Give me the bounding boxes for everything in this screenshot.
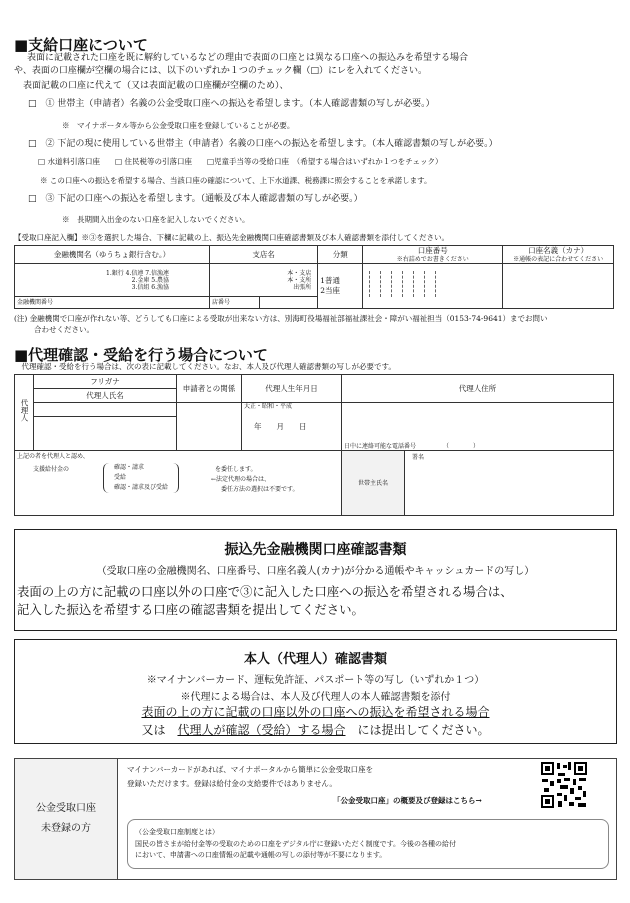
header-bank: 金融機関名（ゆうちょ銀行含む。） (15, 246, 210, 264)
para-line: や、表面の口座欄が空欄の場合には、以下のいずれか１つのチェック欄（□）にレを入れてください。 (14, 66, 428, 76)
agent-table (14, 374, 614, 516)
id-doc-box (14, 639, 617, 744)
option-3-note: ※ 長期間入出金のない口座を記入しないでください。 (62, 215, 250, 224)
table-caption: 【受取口座記入欄】※③を選択した場合、下欄に記載の上、振込先金融機関口座確認書類及び本人確認書類を添付してください。 (14, 233, 449, 242)
appointment-cell: 上記の者を代理人と認め、 支援給付金の 確認・請求 受給 確認・請求及び受給 を委任します。 ←法定代理の場合は、 委任方法の選択は不要です。 (15, 451, 342, 516)
footnote-cont: 合わせください。 (34, 325, 94, 334)
dob-label: 代理人生年月日 (242, 375, 342, 403)
register-link[interactable]: 「公金受取口座」の概要及び登録はこちら→ (333, 796, 482, 805)
option-2-sub-checkboxes[interactable]: □ 水道料引落口座 □ 住民税等の引落口座 □児童手当等の受給口座 （希望する場合はいずれか１つをチェック） (38, 157, 443, 166)
definition-line-1: 国民の皆さまが給付金等の受取のための口座をデジタル庁に登録いただく制度です。今後の各種の給付 (135, 840, 457, 848)
para-line: 表面に記載された口座を既に解約しているなどの理由で表面の口座とは異なる口座への振込みを希望する場合 (18, 53, 469, 63)
mynaportal-text-1: マイナンバーカードがあれば、マイナポータルから簡単に公金受取口座を (127, 765, 374, 774)
option-1-note: ※ マイナポータル等から公金受取口座を登録していることが必要。 (62, 121, 295, 130)
address-label: 代理人住所 (342, 375, 614, 403)
bank-code-input[interactable]: 金融機関番号 (15, 296, 210, 308)
branch-code-input[interactable] (260, 296, 318, 308)
definition-line-2: において、申請書への口座情報の記載や通帳の写しの添付等が不要になります。 (135, 851, 387, 859)
signature-label: 署名 (412, 454, 425, 461)
footnote: (注) 金融機関で口座が作れない等、どうしても口座による受取が出来ない方は、別海町役場福祉部福祉課社会・障がい福祉担当（0153-74-9641）までお問い (14, 314, 548, 323)
id-doc-line1: ※マイナンバーカード、運転免許証、パスポート等の写し（いずれか１つ） (146, 675, 485, 686)
id-doc-line3: 表面の上の方に記載の口座以外の口座への振込を希望される場合 (141, 705, 490, 719)
account-doc-line1: 表面の上の方に記載の口座以外の口座で③に記入した口座への振込を希望される場合は、 (17, 584, 513, 599)
id-doc-line4: 又は 代理人が確認（受給）する場合 には提出してください。 (141, 723, 490, 737)
unregistered-label-2: 未登録の方 (41, 823, 91, 834)
qr-code-icon[interactable] (540, 761, 588, 809)
address-input[interactable]: 日中に連絡可能な電話番号 （ ） (342, 403, 614, 451)
delegation-choices[interactable]: 確認・請求 受給 確認・請求及び受給 (103, 463, 179, 493)
definition-title: （公金受取口座制度とは） (135, 828, 219, 836)
section-title-agent: ■代理確認・受給を行う場合について (14, 346, 268, 364)
agent-name-label: 代理人氏名 (34, 389, 177, 403)
account-name-input[interactable] (503, 264, 614, 309)
agent-side-label: 代理人 (15, 375, 34, 451)
relation-input[interactable] (177, 403, 242, 451)
id-doc-line2: ※代理による場合は、本人及び代理人の本人確認書類を添付 (180, 692, 451, 703)
system-definition-box (127, 819, 609, 869)
relation-label: 申請者との関係 (177, 375, 242, 403)
head-signature-cell (342, 451, 614, 516)
furigana-input[interactable] (34, 403, 177, 417)
mynaportal-box (14, 758, 617, 880)
id-doc-title: 本人（代理人）確認書類 (243, 652, 387, 667)
para-line: 代理確認・受給を行う場合は、次の表に記載してください。なお、本人及び代理人確認書類の写しが必要です。 (14, 362, 396, 371)
option-3-checkbox[interactable]: □ ③ 下記の口座への振込を希望します。（通帳及び本人確認書類の写しが必要。） (28, 194, 363, 204)
account-doc-line2: 記入した振込を希望する口座の確認書類を提出してください。 (17, 602, 364, 617)
account-doc-box (14, 529, 617, 631)
option-1-checkbox[interactable]: □ ① 世帯主（申請者）名義の公金受取口座への振込を希望します。（本人確認書類の写しが必要。） (28, 99, 435, 109)
bank-name-input[interactable]: 1.銀行 4.信連 7.信漁連 2.金庫 5.農協 3.信組 6.漁協 (15, 264, 210, 297)
para-line: 表面記載の口座に代えて（又は表面記載の口座欄が空欄のため）、 (14, 81, 289, 91)
unregistered-label-1: 公金受取口座 (36, 803, 96, 814)
header-account-number: 口座番号 ※右詰めでお書きください (363, 246, 503, 264)
head-name-label: 世帯主氏名 (342, 451, 405, 515)
option-2-note: ※ この口座への振込を希望する場合、当該口座の確認について、上下水道課、税務課に照会することを承諾します。 (40, 176, 432, 185)
mynaportal-label-cell (15, 759, 118, 879)
branch-code-label: 店番号 (210, 296, 260, 308)
account-class-select[interactable]: 1普通 2当座 (318, 264, 363, 309)
account-number-input[interactable] (363, 264, 503, 309)
section-title-payment-account: ■支給口座について (14, 36, 148, 54)
account-table (14, 245, 614, 309)
mynaportal-text-2: 登録いただけます。登録は給付金の支給要件ではありません。 (127, 779, 337, 788)
agent-name-input[interactable] (34, 417, 177, 451)
header-account-name: 口座名義（カナ） ※通帳の表記に合わせてください (503, 246, 614, 264)
account-doc-title: 振込先金融機関口座確認書類 (224, 542, 407, 558)
option-2-checkbox[interactable]: □ ② 下記の現に使用している世帯主（申請者）名義の口座への振込を希望します。（本人確認書類の写しが必要。） (28, 139, 498, 149)
header-branch: 支店名 (210, 246, 318, 264)
branch-name-input[interactable]: 本・支店 本・支所 出張所 (210, 264, 318, 297)
account-doc-sub: （受取口座の金融機関名、口座番号、口座名義人(カナ)が分かる通帳やキャッシュカードの写し） (96, 566, 535, 577)
dob-input[interactable]: 大正・昭和・平成 年 月 日 (242, 403, 342, 451)
furigana-label: フリガナ (34, 375, 177, 389)
header-class: 分類 (318, 246, 363, 264)
